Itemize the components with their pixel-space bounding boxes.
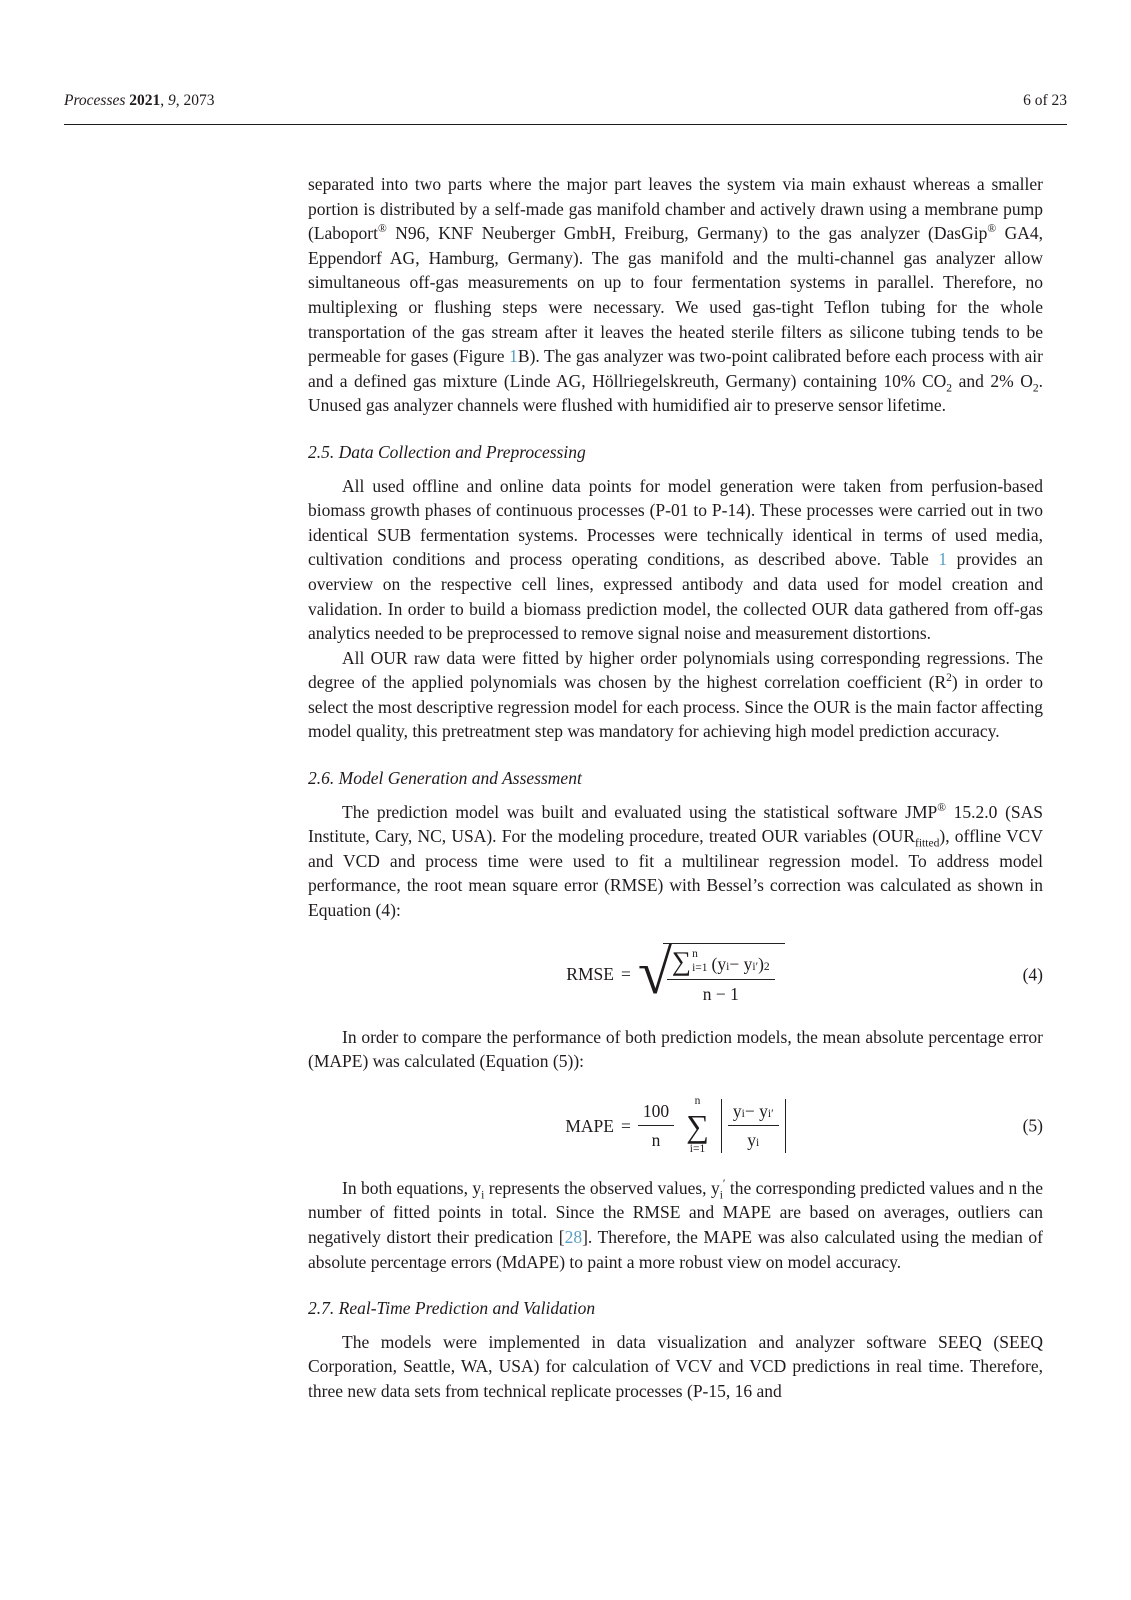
summation-sign [672,948,708,975]
section-heading-2-6: 2.6. Model Generation and Assessment [308,768,582,789]
text-segment: The models were implemented in data visualization and analyzer software SEEQ (SEEQ Corporation, Seattle, WA, USA) for calculation of VCV and VCD predictions in real time. Therefore, three new data sets from technical replicate processes (P-15, 16 and [308,1331,1043,1401]
text-segment: 2021 [129,92,161,109]
sum-lower-limit: i=1 [692,961,708,974]
page-number: 6 of 23 [1023,92,1067,109]
section-heading-2-5: 2.5. Data Collection and Preprocessing [308,441,586,462]
paragraph-our-fitting [308,646,1043,744]
text-segment: ), offline VCV and VCD and process time were used to fit a multilinear regression model. To address model performance, the root mean square error (RMSE) with Bessel’s correction was calculated as shown in Equation (4): [308,826,1043,921]
text-segment: represents the observed values, y [484,1177,720,1198]
page-header [64,92,1067,110]
paragraph-real-time-prediction [308,1330,1043,1404]
text-segment: 2 [946,672,952,685]
sigma-icon: ∑ [686,1107,709,1144]
text-segment: B). The gas analyzer was two-point calibrated before each process with air and a defined gas mixture (Linde AG, Höllriegelskreuth, Germany) containing 10% CO [308,346,1043,391]
text-segment: i [719,1189,723,1202]
section-heading-2-7: 2.7. Real-Time Prediction and Validation [308,1298,596,1319]
paragraph-data-collection [308,474,1043,646]
paragraph-mape-intro [308,1025,1043,1074]
text-segment: 9 [168,92,176,109]
text-segment: All used offline and online data points for model generation were taken from perfusion-based biomass growth phases of continuous processes (P-01 to P-14). These processes were carried out in two identical SUB fermentation systems. Processes were technically identical in terms of used media, cultivation conditions and process operating conditions, as described above. Table [308,475,1043,570]
absolute-value [721,1099,786,1153]
sum-lower-limit: i=1 [689,1142,706,1155]
text-segment: Processes [64,92,126,109]
text-segment: GA4, Eppendorf AG, Hamburg, Germany). The gas manifold and the multi-channel gas analyzer allow simultaneous off-gas measurements on up to four fermentation systems in parallel. Therefore, no multiplexing or flushing steps were necessary. We used gas-tight Teflon tubing for the whole transportation of the gas stream after it leaves the heated sterile filters as silicone tubing tends to be permeable for gases (Figure [308,223,1043,367]
text-segment: ® [937,801,947,814]
sum-upper-limit: n [694,1095,701,1108]
paragraph-model-generation [308,800,1043,923]
text-segment: ]. Therefore, the MAPE was also calculated using the median of absolute percentage errors (MdAPE) to paint a more robust view on model accuracy. [308,1227,1043,1272]
eq4-fraction: ∑ n i=1 (y i − y i ′ ) 2 n − 1 [667,948,775,1006]
eq4-equals: = [620,964,631,985]
text-segment: The prediction model was built and evaluated using the statistical software JMP [342,801,938,822]
text-segment: i [481,1189,485,1202]
sigma-icon: ∑ [671,946,692,977]
eq5-lhs: MAPE [565,1115,614,1136]
reference-link[interactable]: 1 [509,346,518,367]
text-segment: provides an overview on the respective cell lines, expressed antibody and data used for model creation and validation. In order to build a biomass prediction model, the collected OUR data gathered from off-gas analytics needed to be preprocessed to remove signal noise and measurement distortions. [308,549,1043,644]
eq4-lhs: RMSE [566,964,614,985]
paragraph-equations-explanation [308,1176,1043,1274]
reference-link[interactable]: 1 [938,549,948,570]
text-segment: 2 [1032,382,1039,395]
text-segment: ® [377,223,387,236]
eq5-fraction: y i − y i ′ y i [728,1099,779,1153]
text-segment: ′ [722,1177,726,1190]
equation-5-number: (5) [1022,1115,1043,1136]
equation-4 [308,939,1043,1011]
equation-5 [308,1090,1043,1162]
text-segment: ® [987,223,997,236]
text-segment: In both equations, y [342,1177,482,1198]
sum-upper-limit: n [692,948,698,961]
text-segment: In order to compare the performance of both prediction models, the mean absolute percentage error (MAPE) was calculated (Equation (5)): [308,1026,1043,1072]
equation-5-formula [565,1096,785,1155]
eq5-equals: = [620,1115,631,1136]
text-segment: 15.2.0 (SAS Institute, Cary, NC, USA). For the modeling procedure, treated OUR variables (OUR [308,801,1043,847]
summation-sign [686,1096,709,1155]
article-body [308,172,1043,1404]
text-segment: 2 [946,382,953,395]
text-segment: the corresponding predicted values and n the number of fitted points in total. Since the RMSE and MAPE are based on averages, outliers can negatively distort their predication [ [308,1177,1044,1247]
equation-4-formula [566,938,784,1007]
text-segment: All OUR raw data were fitted by higher order polynomials using corresponding regressions. The degree of the applied polynomials was chosen by the highest correlation coefficient (R [308,647,1043,693]
paragraph-gas-analyzer [308,172,1043,418]
header-divider [64,124,1067,125]
eq4-denominator: n − 1 [702,983,739,1004]
text-segment: , 2073 [175,92,215,109]
radical-sign-icon: √ [637,938,672,1007]
text-segment: ) in order to select the most descriptive regression model for each process. Since the OUR is the main factor affecting model quality, this pretreatment step was mandatory for achieving high model prediction accuracy. [308,672,1043,742]
square-root [637,938,785,1007]
journal-citation [64,92,215,110]
equation-4-number: (4) [1022,964,1043,985]
text-segment: separated into two parts where the major part leaves the system via main exhaust whereas a smaller portion is distributed by a self-made gas manifold chamber and actively drawn using a membrane pump (Laboport [308,174,1043,244]
text-segment: . Unused gas analyzer channels were flushed with humidified air to preserve sensor lifetime. [308,370,1044,416]
text-segment: , [160,92,169,109]
text-segment: N96, KNF Neuberger GmbH, Freiburg, Germany) to the gas analyzer (DasGip [386,223,988,244]
reference-link[interactable]: 28 [564,1227,583,1247]
text-segment: fitted [915,837,940,850]
eq5-coefficient: $\frac{100}{n}$ [638,1099,674,1153]
text-segment: and 2% O [952,370,1033,391]
